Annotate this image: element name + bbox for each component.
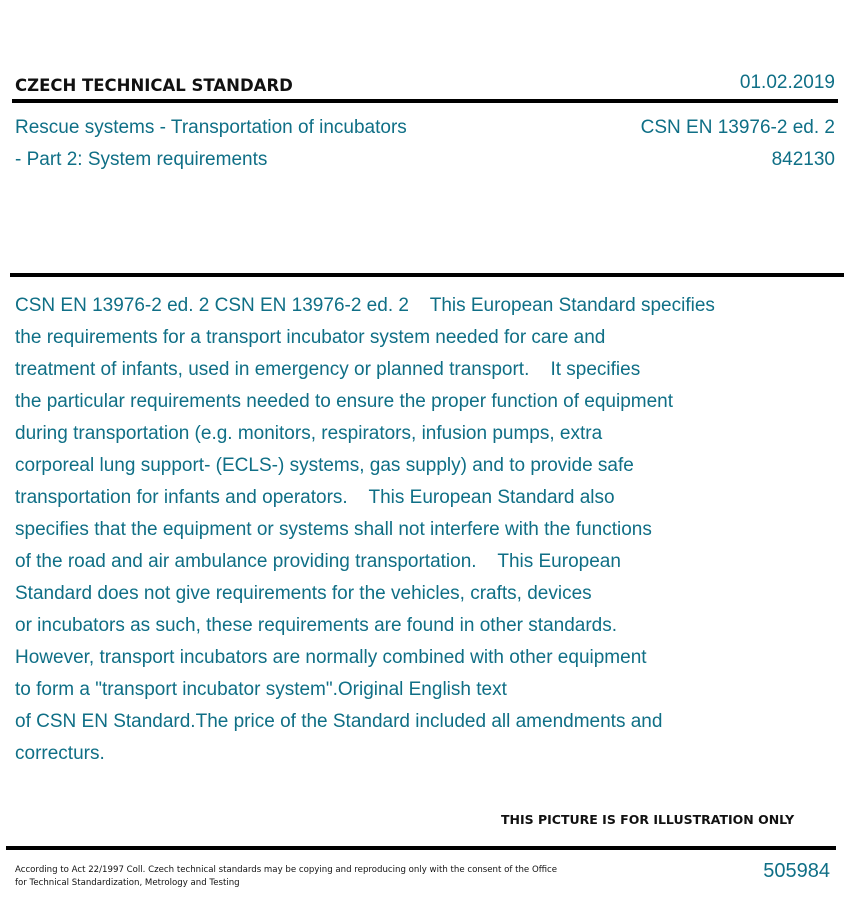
illustration-disclaimer: THIS PICTURE IS FOR ILLUSTRATION ONLY bbox=[501, 812, 795, 827]
footer-divider bbox=[6, 846, 836, 850]
abstract-line: However, transport incubators are normally combined with other equipment bbox=[15, 647, 647, 668]
abstract-line: Standard does not give requirements for the vehicles, crafts, devices bbox=[15, 583, 592, 604]
abstract-line: the requirements for a transport incubator system needed for care and bbox=[15, 327, 606, 348]
abstract-line: or incubators as such, these requirements are found in other standards. bbox=[15, 615, 618, 636]
abstract-line: to form a "transport incubator system".Original English text bbox=[15, 679, 507, 700]
standard-code: CSN EN 13976-2 ed. 2 bbox=[640, 117, 835, 138]
standard-title-line-2: - Part 2: System requirements bbox=[15, 149, 268, 170]
abstract-line: during transportation (e.g. monitors, respirators, infusion pumps, extra bbox=[15, 423, 603, 444]
title-divider bbox=[10, 273, 844, 277]
abstract-line: the particular requirements needed to ensure the proper function of equipment bbox=[15, 391, 674, 412]
legal-notice-line: for Technical Standardization, Metrology and Testing bbox=[15, 878, 240, 888]
abstract-line: of the road and air ambulance providing transportation. This European bbox=[15, 551, 621, 572]
abstract-line: transportation for infants and operators. This European Standard also bbox=[15, 487, 615, 508]
publication-date: 01.02.2019 bbox=[739, 72, 835, 93]
abstract-text bbox=[15, 290, 835, 770]
document-type-heading: CZECH TECHNICAL STANDARD bbox=[15, 76, 293, 95]
abstract-line: CSN EN 13976-2 ed. 2 CSN EN 13976-2 ed. 2 This European Standard specifies bbox=[15, 295, 715, 316]
abstract-line: of CSN EN Standard.The price of the Standard included all amendments and bbox=[15, 711, 663, 732]
catalog-number: 505984 bbox=[763, 860, 830, 882]
header-divider bbox=[12, 99, 838, 103]
abstract-line: correcturs. bbox=[15, 743, 105, 764]
legal-notice bbox=[15, 864, 557, 890]
abstract-line: specifies that the equipment or systems shall not interfere with the functions bbox=[15, 519, 652, 540]
classification-number: 842130 bbox=[771, 149, 835, 170]
legal-notice-line: According to Act 22/1997 Coll. Czech technical standards may be copying and reproducing only with the consent of the Office bbox=[15, 865, 558, 875]
abstract-line: corporeal lung support- (ECLS-) systems, gas supply) and to provide safe bbox=[15, 455, 634, 476]
standard-title-line-1: Rescue systems - Transportation of incubators bbox=[15, 117, 407, 138]
abstract-line: treatment of infants, used in emergency or planned transport. It specifies bbox=[15, 359, 641, 380]
